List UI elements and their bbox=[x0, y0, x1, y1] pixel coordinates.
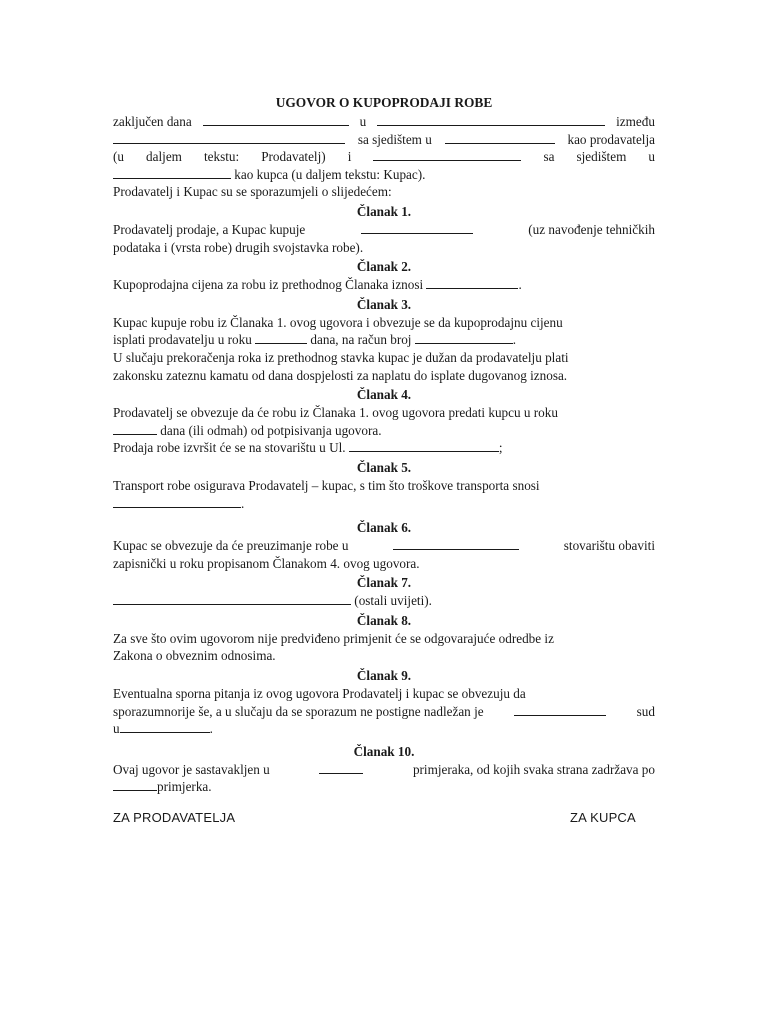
article-text: (uz navođenje tehničkih bbox=[528, 221, 655, 237]
article-text: dana, na račun broj bbox=[310, 332, 412, 348]
copies-blank[interactable] bbox=[319, 761, 363, 774]
article-2-heading: Članak 2. bbox=[356, 259, 412, 275]
seller-seat-blank[interactable] bbox=[445, 131, 555, 144]
article-line bbox=[113, 331, 655, 349]
street-blank[interactable] bbox=[349, 439, 499, 452]
article-text: primjerka. bbox=[157, 779, 212, 795]
article-6-body bbox=[113, 537, 655, 572]
intro-text: kao prodavatelja bbox=[567, 131, 655, 147]
article-line bbox=[113, 495, 655, 513]
intro-text: zaključen dana bbox=[113, 114, 192, 129]
article-4-heading: Članak 4. bbox=[356, 387, 412, 403]
article-line bbox=[113, 439, 655, 457]
article-text: . bbox=[518, 277, 522, 293]
article-10-body bbox=[113, 761, 655, 796]
article-text: . bbox=[512, 332, 517, 348]
account-number-blank[interactable] bbox=[415, 331, 513, 344]
intro-text: Prodavatelj) bbox=[261, 149, 326, 165]
article-text: zakonsku zateznu kamatu od dana dospjelosti za naplatu do isplate dugovanog iznosa. bbox=[113, 367, 568, 383]
article-text: U slučaju prekoračenja roka iz prethodnog stavka kupac je dužan da prodavatelju plati bbox=[113, 349, 569, 365]
article-6-heading: Članak 6. bbox=[356, 520, 412, 536]
intro-text: (u bbox=[113, 149, 124, 165]
intro-text: tekstu: bbox=[203, 149, 240, 165]
article-text: Zakona o obveznim odnosima. bbox=[113, 648, 276, 664]
article-text: isplati prodavatelju u roku bbox=[113, 332, 252, 348]
intro-line-3 bbox=[113, 148, 655, 166]
article-text: . bbox=[241, 495, 245, 511]
article-5-heading: Članak 5. bbox=[356, 459, 412, 475]
transport-cost-blank[interactable] bbox=[113, 495, 241, 508]
article-text: Ovaj ugovor je sastavakljen u bbox=[113, 761, 270, 777]
intro-line-2 bbox=[113, 131, 655, 149]
buyer-name-blank[interactable] bbox=[373, 148, 521, 161]
article-line bbox=[113, 592, 655, 610]
warehouse-blank[interactable] bbox=[393, 537, 519, 550]
article-text: . bbox=[209, 721, 213, 737]
article-text: Kupac kupuje robu iz Članaka 1. ovog ugovora i obvezuje se da kupoprodajnu cijenu bbox=[113, 314, 563, 330]
article-4-body bbox=[113, 404, 655, 457]
article-line bbox=[113, 778, 655, 796]
article-8-heading: Članak 8. bbox=[356, 612, 412, 628]
article-text: sud bbox=[636, 703, 655, 719]
intro-text: u bbox=[648, 149, 655, 165]
document-title: UGOVOR O KUPOPRODAJI ROBE bbox=[275, 95, 493, 110]
article-text: zapisnički u roku propisanom Članakom 4. ovog ugovora. bbox=[113, 555, 420, 571]
article-text: podataka i (vrsta robe) drugih svojstavka robe). bbox=[113, 239, 364, 255]
court-location-blank[interactable] bbox=[120, 720, 210, 733]
buyer-seat-blank[interactable] bbox=[113, 166, 231, 179]
copies-each-blank[interactable] bbox=[113, 778, 157, 791]
article-9-heading: Članak 9. bbox=[356, 668, 412, 684]
article-3-heading: Članak 3. bbox=[356, 296, 412, 312]
price-blank[interactable] bbox=[426, 276, 518, 289]
intro-text: daljem bbox=[146, 149, 182, 165]
article-7-heading: Članak 7. bbox=[356, 575, 412, 591]
article-line bbox=[113, 703, 655, 721]
intro-line-1 bbox=[113, 113, 655, 131]
article-line bbox=[113, 537, 655, 555]
intro-text: i bbox=[347, 149, 352, 165]
article-2-body bbox=[113, 276, 655, 294]
article-line bbox=[113, 720, 655, 738]
article-text: Eventualna sporna pitanja iz ovog ugovora Prodavatelj i kupac se obvezuju da bbox=[113, 686, 526, 702]
article-text: Kupoprodajna cijena za robu iz prethodnog Članaka iznosi bbox=[113, 277, 424, 293]
article-line bbox=[113, 221, 655, 239]
article-text: Prodavatelj prodaje, a Kupac kupuje bbox=[113, 221, 306, 237]
article-3-body bbox=[113, 314, 655, 384]
article-9-body bbox=[113, 685, 655, 738]
article-text: sporazumnorije še, a u slučaju da se sporazum ne postigne nadležan je bbox=[113, 703, 484, 719]
article-text: Za sve što ovim ugovorom nije predviđeno primjenit će se odgovarajuće odredbe iz bbox=[113, 630, 554, 646]
court-blank[interactable] bbox=[514, 703, 606, 716]
article-10-heading: Članak 10. bbox=[353, 743, 415, 759]
goods-blank[interactable] bbox=[361, 221, 473, 234]
intro-paragraph bbox=[113, 113, 655, 201]
date-blank[interactable] bbox=[203, 113, 349, 126]
article-line bbox=[113, 761, 655, 779]
intro-text: između bbox=[616, 114, 655, 129]
article-text: Prodavatelj se obvezuje da će robu iz Članaka 1. ovog ugovora predati kupcu u roku bbox=[113, 405, 558, 421]
intro-line-5: Prodavatelj i Kupac su se sporazumjeli o slijedećem: bbox=[113, 184, 392, 200]
article-text: Kupac se obvezuje da će preuzimanje robe u bbox=[113, 538, 349, 554]
article-text: (ostali uvijeti). bbox=[354, 593, 432, 609]
other-conditions-blank[interactable] bbox=[113, 592, 351, 605]
intro-line-4 bbox=[113, 166, 655, 184]
seller-signature-label: ZA PRODAVATELJA bbox=[113, 810, 236, 825]
intro-text: sjedištem bbox=[576, 149, 627, 165]
payment-days-blank[interactable] bbox=[255, 331, 307, 344]
article-5-body bbox=[113, 477, 655, 512]
article-text: Transport robe osigurava Prodavatelj – kupac, s tim što troškove transporta snosi bbox=[113, 477, 540, 493]
article-8-body bbox=[113, 630, 655, 665]
place-blank[interactable] bbox=[377, 113, 605, 126]
intro-text: sa bbox=[543, 149, 555, 165]
article-7-body bbox=[113, 592, 655, 610]
article-text: dana (ili odmah) od potpisivanja ugovora. bbox=[160, 422, 382, 438]
article-1-heading: Članak 1. bbox=[356, 203, 412, 219]
article-line bbox=[113, 422, 655, 440]
article-text: stovarištu obaviti bbox=[563, 538, 655, 554]
intro-text: u bbox=[359, 114, 367, 129]
article-text: Prodaja robe izvršit će se na stovarištu u Ul. bbox=[113, 440, 346, 456]
contract-document bbox=[113, 93, 655, 796]
seller-name-blank[interactable] bbox=[113, 131, 345, 144]
intro-text: kao kupca (u daljem tekstu: Kupac). bbox=[234, 166, 426, 182]
article-line bbox=[113, 276, 655, 294]
delivery-days-blank[interactable] bbox=[113, 422, 157, 435]
intro-text: sa sjedištem u bbox=[357, 131, 432, 147]
article-text: primjeraka, od kojih svaka strana zadržava po bbox=[412, 761, 655, 777]
article-1-body bbox=[113, 221, 655, 256]
buyer-signature-label: ZA KUPCA bbox=[570, 810, 636, 825]
article-text: u bbox=[113, 721, 120, 737]
article-text: ; bbox=[498, 440, 503, 456]
